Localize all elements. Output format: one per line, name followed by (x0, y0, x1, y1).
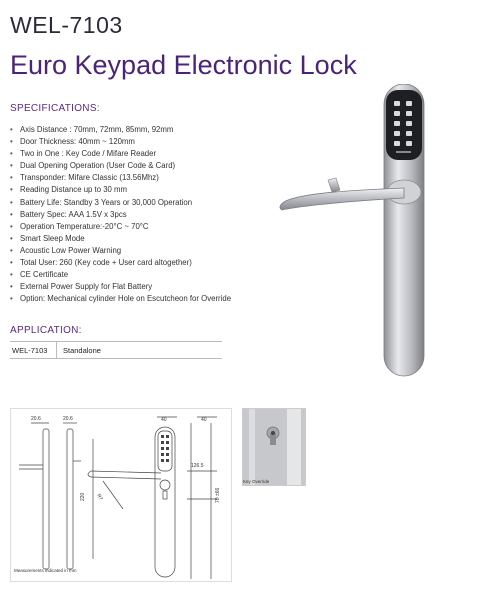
list-item (10, 136, 310, 148)
lock-product-image (270, 84, 470, 384)
list-item (10, 221, 310, 233)
key-override-image (242, 408, 306, 486)
dim-h1: 220 (80, 492, 86, 501)
list-item (10, 233, 310, 245)
specifications-list (10, 124, 310, 305)
bullet-icon: • (10, 197, 13, 207)
list-item (10, 160, 310, 172)
key-override-caption: Key Override (243, 479, 270, 484)
spec-text: Operation Temperature:-20°C ~ 70°C (20, 221, 149, 231)
list-item (10, 257, 310, 269)
bullet-icon: • (10, 137, 13, 147)
bullet-icon: • (10, 233, 13, 243)
spec-text: Option: Mechanical cylinder Hole on Escutcheon for Override (20, 294, 232, 304)
list-item (10, 269, 310, 281)
spec-text: CE Certificate (20, 270, 69, 280)
dim-w2: 20.6 (63, 416, 73, 422)
dim-w1: 20.6 (31, 416, 41, 422)
dim-d3: 70 ±66 (215, 487, 221, 503)
table-row (10, 342, 222, 358)
model-title: WEL-7103 (10, 12, 123, 38)
spec-text: Dual Opening Operation (User Code & Card) (20, 161, 176, 171)
spec-text: Battery Life: Standby 3 Years or 30,000 Operation (20, 197, 193, 207)
bullet-icon: • (10, 185, 13, 195)
application-use-cell: Standalone (63, 345, 101, 355)
application-table (10, 341, 222, 359)
spec-text: Battery Spec: AAA 1.5V x 3pcs (20, 209, 127, 219)
bullet-icon: • (10, 221, 13, 231)
application-model-cell: WEL-7103 (10, 342, 57, 358)
application-heading: APPLICATION: (10, 325, 82, 336)
bullet-icon: • (10, 161, 13, 171)
list-item (10, 281, 310, 293)
bullet-icon: • (10, 173, 13, 183)
bullet-icon: • (10, 125, 13, 134)
bullet-icon: • (10, 294, 13, 304)
bullet-icon: • (10, 149, 13, 159)
keypad-housing (386, 90, 422, 160)
spec-text: Acoustic Low Power Warning (20, 245, 122, 255)
technical-drawing (10, 408, 232, 582)
bullet-icon: • (10, 245, 13, 255)
spec-text: Two in One : Key Code / Mifare Reader (20, 149, 157, 159)
spec-text: Total User: 260 (Key code + User card altogether) (20, 258, 192, 268)
spec-text: Transponder: Mifare Classic (13.56Mhz) (20, 173, 159, 183)
bullet-icon: • (10, 282, 13, 292)
list-item (10, 148, 310, 160)
spec-text: Reading Distance up to 30 mm (20, 185, 128, 195)
dim-w3: 40 (161, 417, 167, 423)
product-name-title: Euro Keypad Electronic Lock (10, 50, 357, 80)
list-item (10, 209, 310, 221)
spec-text: Smart Sleep Mode (20, 233, 85, 243)
bullet-icon: • (10, 209, 13, 219)
list-item (10, 293, 310, 305)
bullet-icon: • (10, 270, 13, 280)
dim-w4: 40 (201, 417, 207, 423)
list-item (10, 245, 310, 257)
list-item (10, 124, 310, 136)
list-item (10, 184, 310, 196)
list-item (10, 172, 310, 184)
dim-d1: 126.5 (191, 463, 204, 469)
bullet-icon: • (10, 258, 13, 268)
list-item (10, 197, 310, 209)
measurement-note: Measurements indicated in mm (14, 568, 77, 573)
spec-text: Door Thickness: 40mm ~ 120mm (20, 137, 135, 147)
spec-text: Axis Distance : 70mm, 72mm, 85mm, 92mm (20, 125, 174, 134)
specifications-heading: SPECIFICATIONS: (10, 103, 100, 114)
dim-d2: R7 (95, 493, 104, 502)
spec-text: External Power Supply for Flat Battery (20, 282, 153, 292)
